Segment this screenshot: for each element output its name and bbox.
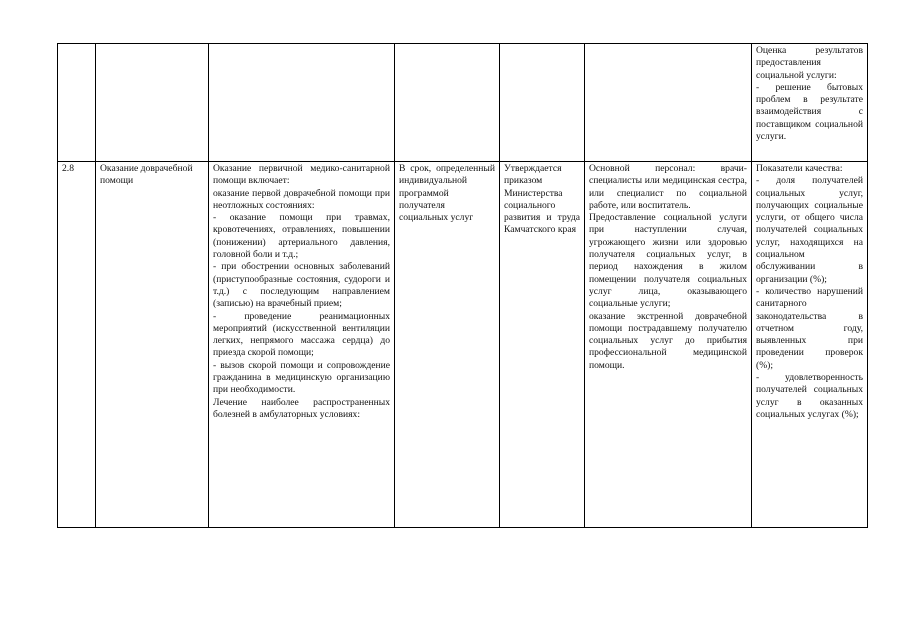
cell-conditions-empty xyxy=(585,44,752,162)
quality-criteria-text: Оценка результатов предоставления социальной услуги: - решение бытовых проблем в результате взаимодействия с поставщиком социальной услуги. xyxy=(756,45,863,143)
quality-line: - количество нарушений санитарного законодательства в отчетном году, выявленных при проведении проверок (%); xyxy=(756,285,863,371)
table-row-2-8 xyxy=(58,162,868,528)
description-line: - оказание помощи при травмах, кровотечениях, отравлениях, повышении (понижении) артериального давления, головной боли и т.д.; xyxy=(213,212,390,261)
cell-term-empty xyxy=(395,44,500,162)
cell-description-empty xyxy=(209,44,395,162)
description-line: - при обострении основных заболеваний (приступообразные состояния, судороги и т.д.) с последующим направлением (записью) на врачебный прием; xyxy=(213,261,390,310)
description-line: Оказание первичной медико-санитарной помощи включает: xyxy=(213,163,390,187)
cell-term xyxy=(395,162,500,528)
cell-quality-criteria xyxy=(752,44,868,162)
tariff-text: Утверждается приказом Министерства социального развития и труда Камчатского края xyxy=(504,163,580,236)
conditions-line: Основной персонал: врачи-специалисты или медицинская сестра, или специалист по социальной работе, или воспитатель. xyxy=(589,163,747,211)
description-line: Лечение наиболее распространенных болезней в амбулаторных условиях: xyxy=(213,396,390,420)
service-name: Оказание доврачебной помощи xyxy=(100,163,193,187)
description-line: - вызов скорой помощи и сопровождение гражданина в медицинскую организацию при необходимости. xyxy=(213,359,390,396)
cell-quality xyxy=(752,162,868,528)
cell-tariff-empty xyxy=(500,44,585,162)
cell-service-name-empty xyxy=(96,44,209,162)
description-line: оказание первой доврачебной помощи при неотложных состояниях: xyxy=(213,187,390,211)
quality-line: - удовлетворенность получателей социальных услуг в оказанных социальных услугах (%); xyxy=(756,372,863,420)
description-line: - проведение реанимационных мероприятий (искусственной вентиляции легких, непрямого массажа сердца) до приезда скорой помощи; xyxy=(213,310,390,359)
cell-service-name xyxy=(96,162,209,528)
term-text: В срок, определенный индивидуальной программой получателя социальных услуг xyxy=(399,163,495,224)
cell-conditions xyxy=(585,162,752,528)
cell-number-empty xyxy=(58,44,96,162)
row-number: 2.8 xyxy=(62,163,74,174)
services-table xyxy=(57,43,868,528)
table-row-continuation xyxy=(58,44,868,162)
conditions-line: оказание экстренной доврачебной помощи пострадавшему получателю социальных услуг до прибытия профессиональной медицинской помощи. xyxy=(589,310,747,371)
conditions-line: Предоставление социальной услуги при наступлении случая, угрожающего жизни или здоровью получателя социальных услуг, в период нахождения в жилом помещении получателя социальных услуг лица, оказывающего социальные услуги; xyxy=(589,212,747,310)
cell-tariff xyxy=(500,162,585,528)
quality-line: Показатели качества: xyxy=(756,163,843,174)
cell-number xyxy=(58,162,96,528)
quality-line: - доля получателей социальных услуг, получающих социальные услуги, от общего числа получателей социальных услуг, находящихся на социальном обслуживании в организации (%); xyxy=(756,175,863,285)
cell-description xyxy=(209,162,395,528)
